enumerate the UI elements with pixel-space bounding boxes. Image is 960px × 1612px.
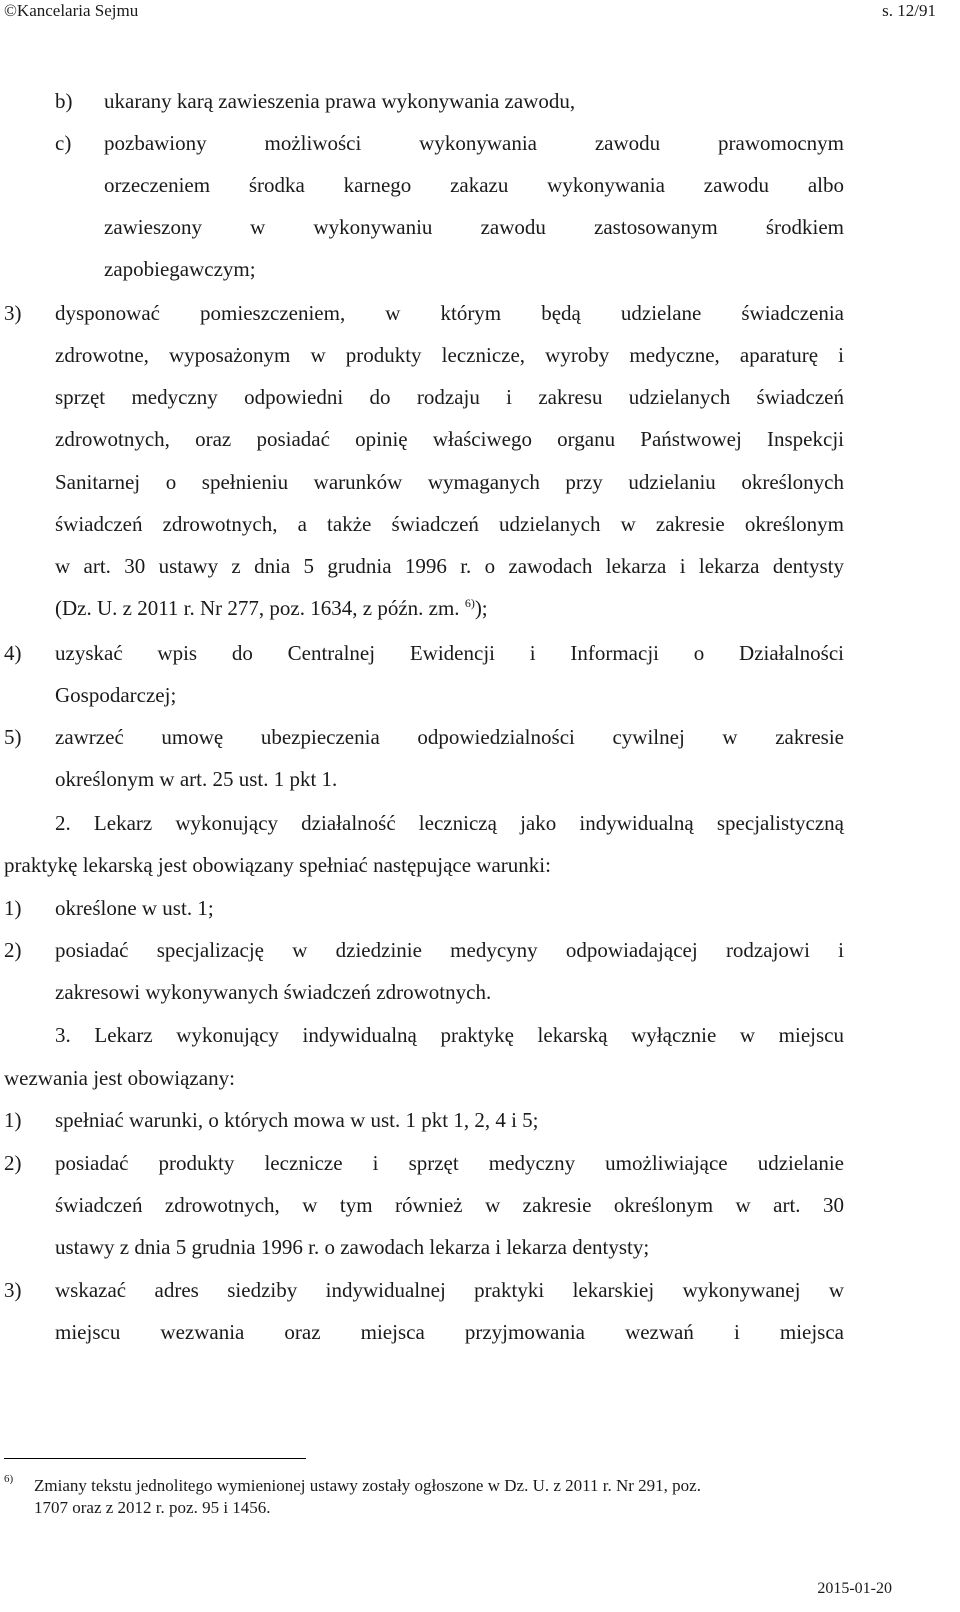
header-page-number: s. 12/91 <box>882 1 936 20</box>
item-3-line-2: zdrowotne, wyposażonym w produkty lecznicze, wyroby medyczne, aparaturę i <box>55 343 844 367</box>
section-3-item-2-line-3: ustawy z dnia 5 grudnia 1996 r. o zawodach lekarza i lekarza dentysty; <box>55 1235 650 1259</box>
footer-date: 2015-01-20 <box>817 1580 892 1597</box>
item-marker-5: 5) <box>4 725 22 749</box>
item-3-line-5: Sanitarnej o spełnieniu warunków wymaganych przy udzielaniu określonych <box>55 470 844 494</box>
item-3-line-1: dysponować pomieszczeniem, w którym będą udzielane świadczenia <box>55 301 844 325</box>
item-b-text: ukarany karą zawieszenia prawa wykonywania zawodu, <box>104 89 576 113</box>
footnote-marker: 6) <box>4 1473 14 1485</box>
item-marker-3: 3) <box>4 301 22 325</box>
section-2-line-1: 2. Lekarz wykonujący działalność leczniczą jako indywidualną specjalistyczną <box>55 811 844 835</box>
item-3-line-7: w art. 30 ustawy z dnia 5 grudnia 1996 r. o zawodach lekarza i lekarza dentysty <box>55 554 844 578</box>
section-2-item-2-line-2: zakresowi wykonywanych świadczeń zdrowotnych. <box>55 980 492 1004</box>
section-2-line-2: praktykę lekarską jest obowiązany spełniać następujące warunki: <box>4 853 551 877</box>
footnote-ref-6: 6) <box>464 596 475 610</box>
section-3-item-marker-1: 1) <box>4 1108 22 1132</box>
item-3-line-6: świadczeń zdrowotnych, a także świadczeń udzielanych w zakresie określonym <box>55 512 844 536</box>
section-2-item-marker-2: 2) <box>4 938 22 962</box>
item-5-line-1: zawrzeć umowę ubezpieczenia odpowiedzialności cywilnej w zakresie <box>55 725 844 749</box>
item-3-line-4: zdrowotnych, oraz posiadać opinię właściwego organu Państwowej Inspekcji <box>55 427 844 451</box>
section-3-line-1: 3. Lekarz wykonujący indywidualną praktykę lekarską wyłącznie w miejscu <box>55 1023 844 1047</box>
item-5-line-2: określonym w art. 25 ust. 1 pkt 1. <box>55 767 338 791</box>
section-3-item-marker-3: 3) <box>4 1278 22 1302</box>
section-2-item-marker-1: 1) <box>4 896 22 920</box>
section-3-item-marker-2: 2) <box>4 1151 22 1175</box>
section-3-item-1: spełniać warunki, o których mowa w ust. 1 pkt 1, 2, 4 i 5; <box>55 1108 539 1132</box>
section-3-item-2-line-2: świadczeń zdrowotnych, w tym również w zakresie określonym w art. 30 <box>55 1193 844 1217</box>
section-2-item-1: określone w ust. 1; <box>55 896 214 920</box>
item-c-line-3: zawieszony w wykonywaniu zawodu zastosowanym środkiem <box>104 215 844 239</box>
item-3-line-8-end: ); <box>474 596 488 620</box>
item-3-line-8 <box>55 593 488 623</box>
item-marker-4: 4) <box>4 641 22 665</box>
section-3-item-3-line-1: wskazać adres siedziby indywidualnej praktyki lekarskiej wykonywanej w <box>55 1278 844 1302</box>
item-3-line-3: sprzęt medyczny odpowiedni do rodzaju i zakresu udzielanych świadczeń <box>55 385 844 409</box>
item-c-line-1: pozbawiony możliwości wykonywania zawodu prawomocnym <box>104 131 844 155</box>
item-marker-b: b) <box>55 89 73 113</box>
footnote-line-1: Zmiany tekstu jednolitego wymienionej ustawy zostały ogłoszone w Dz. U. z 2011 r. Nr 291, poz. <box>34 1476 701 1495</box>
section-3-line-2: wezwania jest obowiązany: <box>4 1066 235 1090</box>
item-marker-c: c) <box>55 131 72 155</box>
item-3-line-8-text: (Dz. U. z 2011 r. Nr 277, poz. 1634, z późn. zm. <box>55 596 460 620</box>
item-c-line-4: zapobiegawczym; <box>104 257 256 281</box>
item-4-line-2: Gospodarczej; <box>55 683 177 707</box>
footnote-line-2: 1707 oraz z 2012 r. poz. 95 i 1456. <box>34 1498 271 1517</box>
item-4-line-1: uzyskać wpis do Centralnej Ewidencji i Informacji o Działalności <box>55 641 844 665</box>
item-c-line-2: orzeczeniem środka karnego zakazu wykonywania zawodu albo <box>104 173 844 197</box>
section-3-item-3-line-2: miejscu wezwania oraz miejsca przyjmowania wezwań i miejsca <box>55 1320 844 1344</box>
header-copyright: ©Kancelaria Sejmu <box>4 1 139 20</box>
footnote-separator <box>4 1458 306 1459</box>
section-3-item-2-line-1: posiadać produkty lecznicze i sprzęt medyczny umożliwiające udzielanie <box>55 1151 844 1175</box>
section-2-item-2-line-1: posiadać specjalizację w dziedzinie medycyny odpowiadającej rodzajowi i <box>55 938 844 962</box>
